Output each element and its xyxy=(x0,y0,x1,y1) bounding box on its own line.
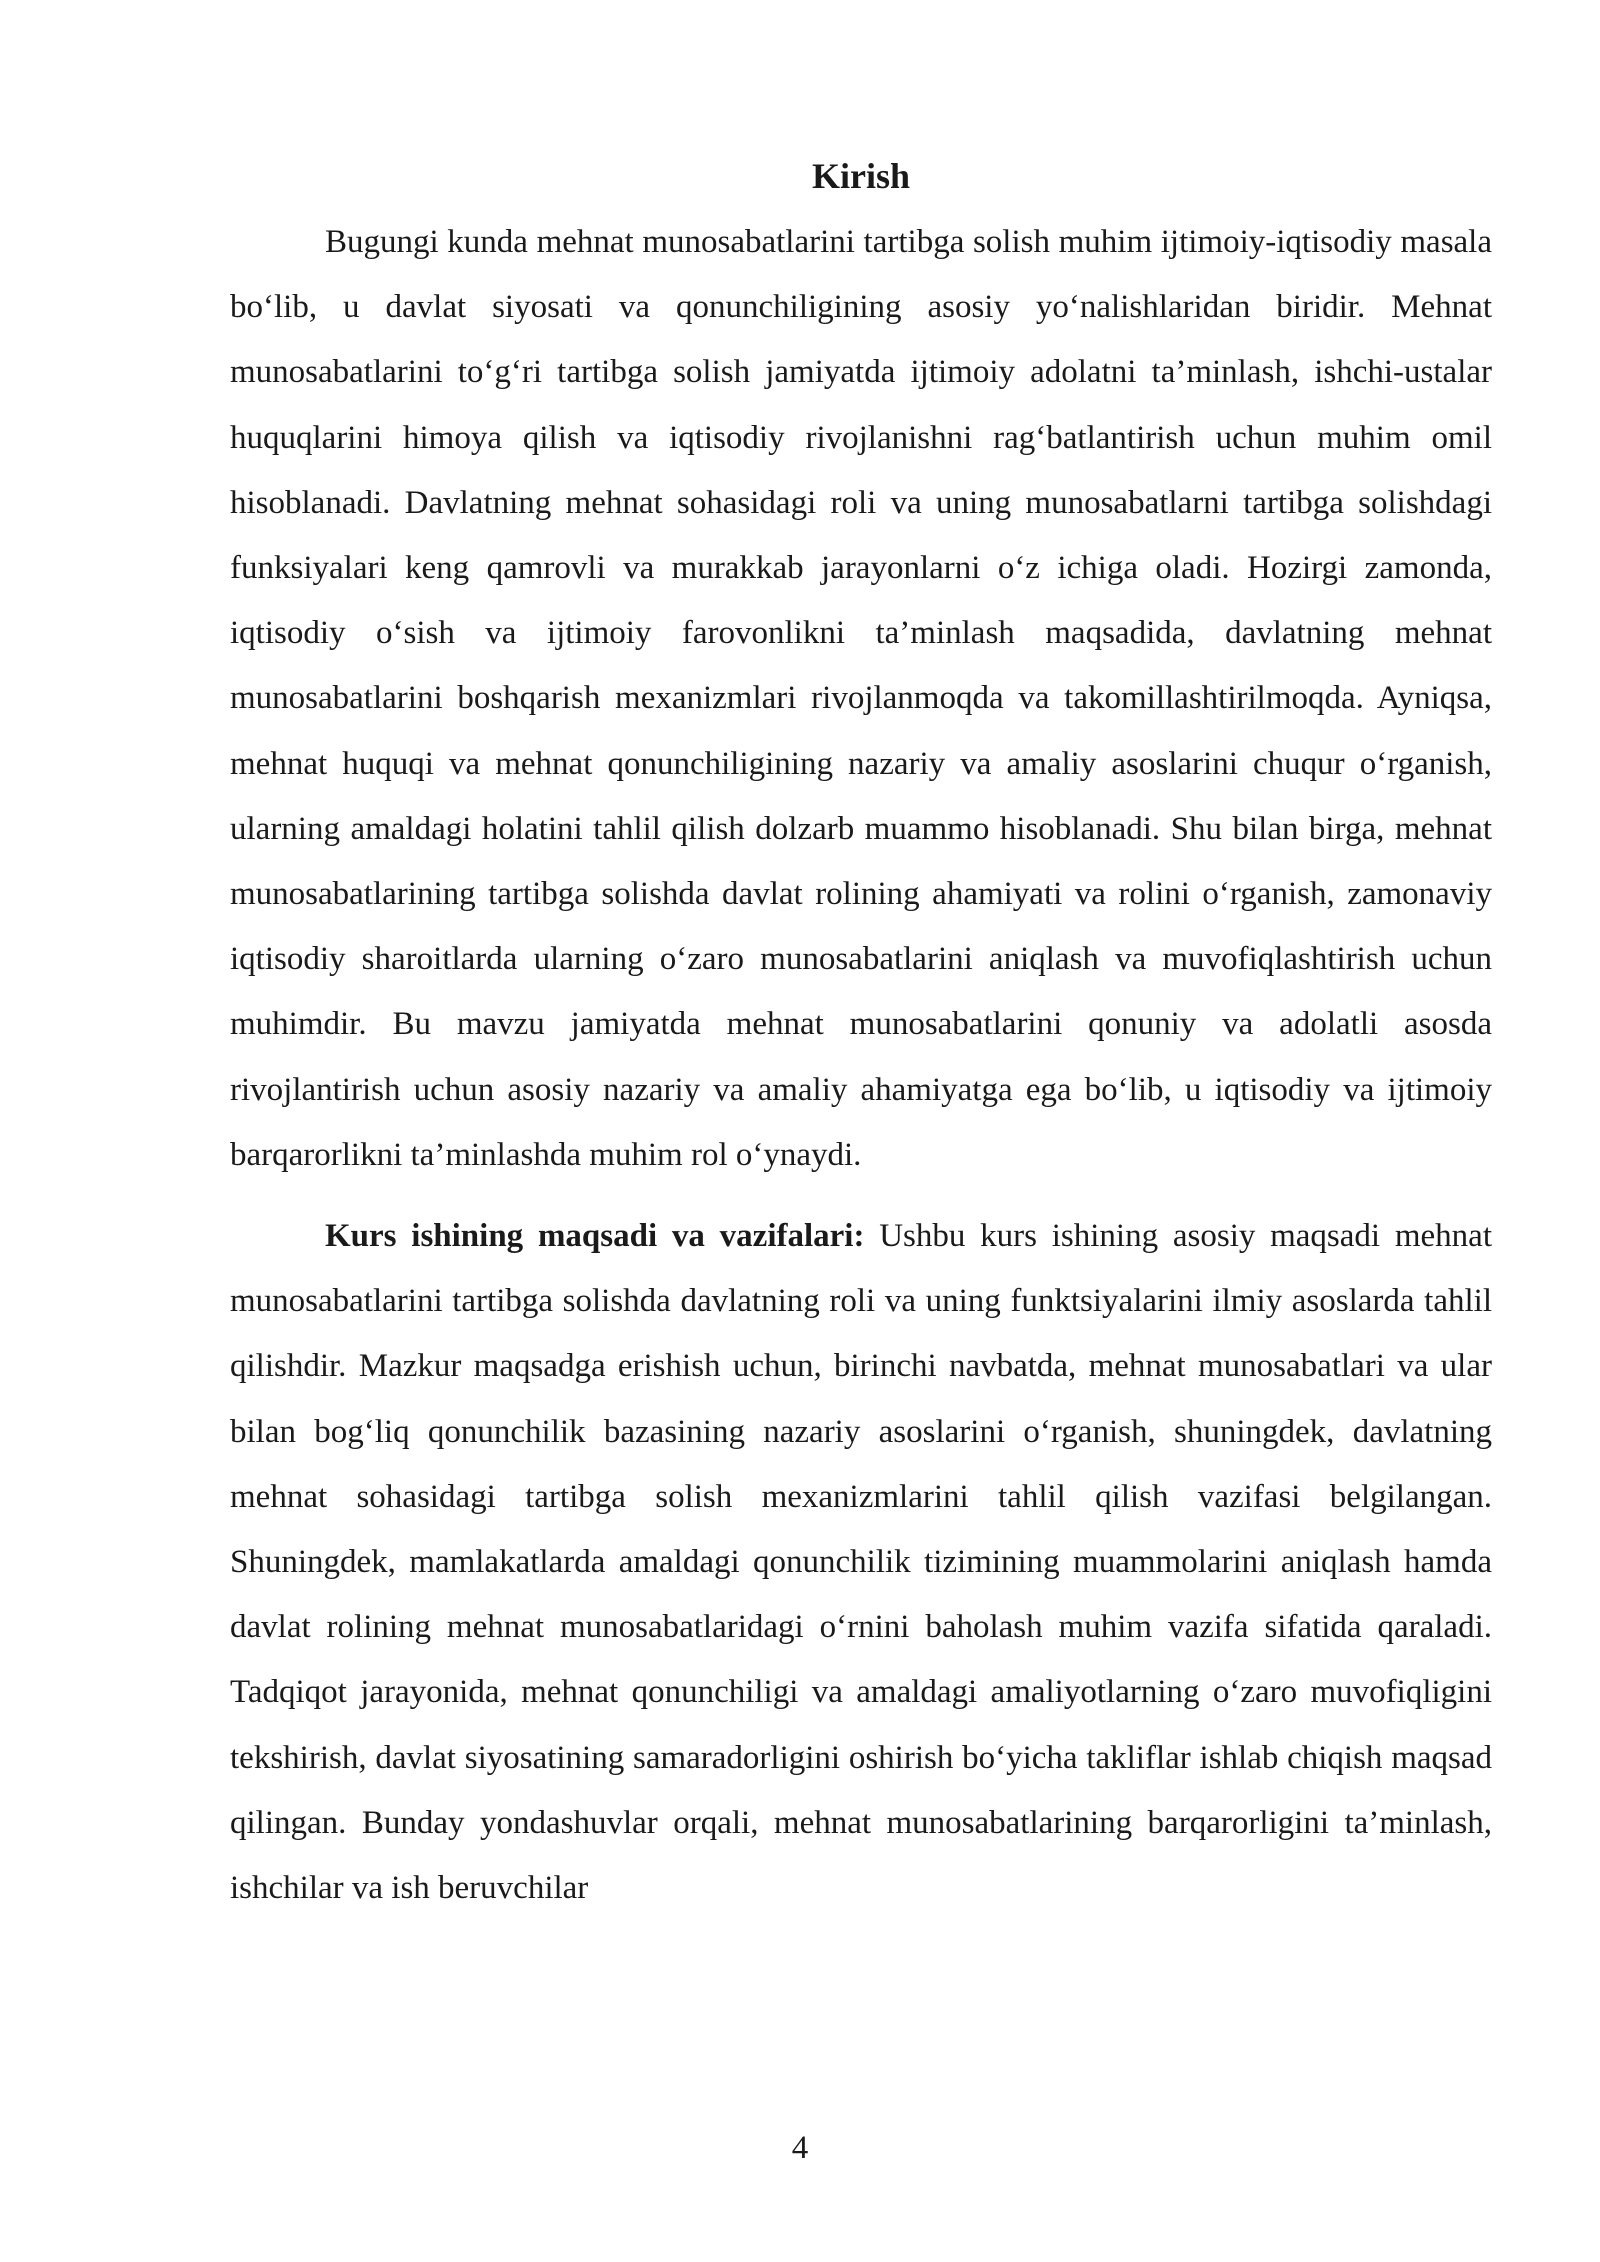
section-title: Kirish xyxy=(811,156,910,196)
goals-paragraph xyxy=(230,1204,1492,1921)
intro-paragraph: Bugungi kunda mehnat munosabatlarini tartibga solish muhim ijtimoiy-iqtisodiy masala bo‘lib, u davlat siyosati va qonunchiligining asosiy yo‘nalishlaridan biridir. Mehnat munosabatlarini to‘g‘ri tartibga solish jamiyatda ijtimoiy adolatni ta’minlash, ishchi-ustalar huquqlarini himoya qilish va iqtisodiy rivojlanishni rag‘batlantirish uchun muhim omil hisoblanadi. Davlatning mehnat sohasidagi roli va uning munosabatlarni tartibga solishdagi funksiyalari keng qamrovli va murakkab jarayonlarni o‘z ichiga oladi. Hozirgi zamonda, iqtisodiy o‘sish va ijtimoiy farovonlikni ta’minlash maqsadida, davlatning mehnat munosabatlarini boshqarish mexanizmlari rivojlanmoqda va takomillashtirilmoqda. Ayniqsa, mehnat huquqi va mehnat qonunchiligining nazariy va amaliy asoslarini chuqur o‘rganish, ularning amaldagi holatini tahlil qilish dolzarb muammo hisoblanadi. Shu bilan birga, mehnat munosabatlarining tartibga solishda davlat rolining ahamiyati va rolini o‘rganish, zamonaviy iqtisodiy sharoitlarda ularning o‘zaro munosabatlarini aniqlash va muvofiqlashtirish uchun muhimdir. Bu mavzu jamiyatda mehnat munosabatlarini qonuniy va adolatli asosda rivojlantirish uchun asosiy nazariy va amaliy ahamiyatga ega bo‘lib, u iqtisodiy va ijtimoiy barqarorlikni ta’minlashda muhim rol o‘ynaydi. xyxy=(230,224,1492,1173)
goals-paragraph-lead: Kurs ishining maqsadi va vazifalari: xyxy=(325,1218,865,1255)
page-number: 4 xyxy=(791,2130,809,2166)
document-page xyxy=(230,148,1492,1921)
goals-paragraph-body: Ushbu kurs ishining asosiy maqsadi mehnat munosabatlarini tartibga solishda davlatning roli va uning funktsiyalarini ilmiy asoslarda tahlil qilishdir. Mazkur maqsadga erishish uchun, birinchi navbatda, mehnat munosabatlari va ular bilan bog‘liq qonunchilik bazasining nazariy asoslarini o‘rganish, shuningdek, davlatning mehnat sohasidagi tartibga solish mexanizmlarini tahlil qilish vazifasi belgilangan. Shuningdek, mamlakatlarda amaldagi qonunchilik tizimining muammolarini aniqlash hamda davlat rolining mehnat munosabatlaridagi o‘rnini baholash muhim vazifa sifatida qaraladi. Tadqiqot jarayonida, mehnat qonunchiligi va amaldagi amaliyotlarning o‘zaro muvofiqligini tekshirish, davlat siyosatining samaradorligini oshirish bo‘yicha takliflar ishlab chiqish maqsad qilingan. Bunday yondashuvlar orqali, mehnat munosabatlarining barqarorligini ta’minlash, ishchilar va ish beruvchilar xyxy=(230,1218,1492,1907)
